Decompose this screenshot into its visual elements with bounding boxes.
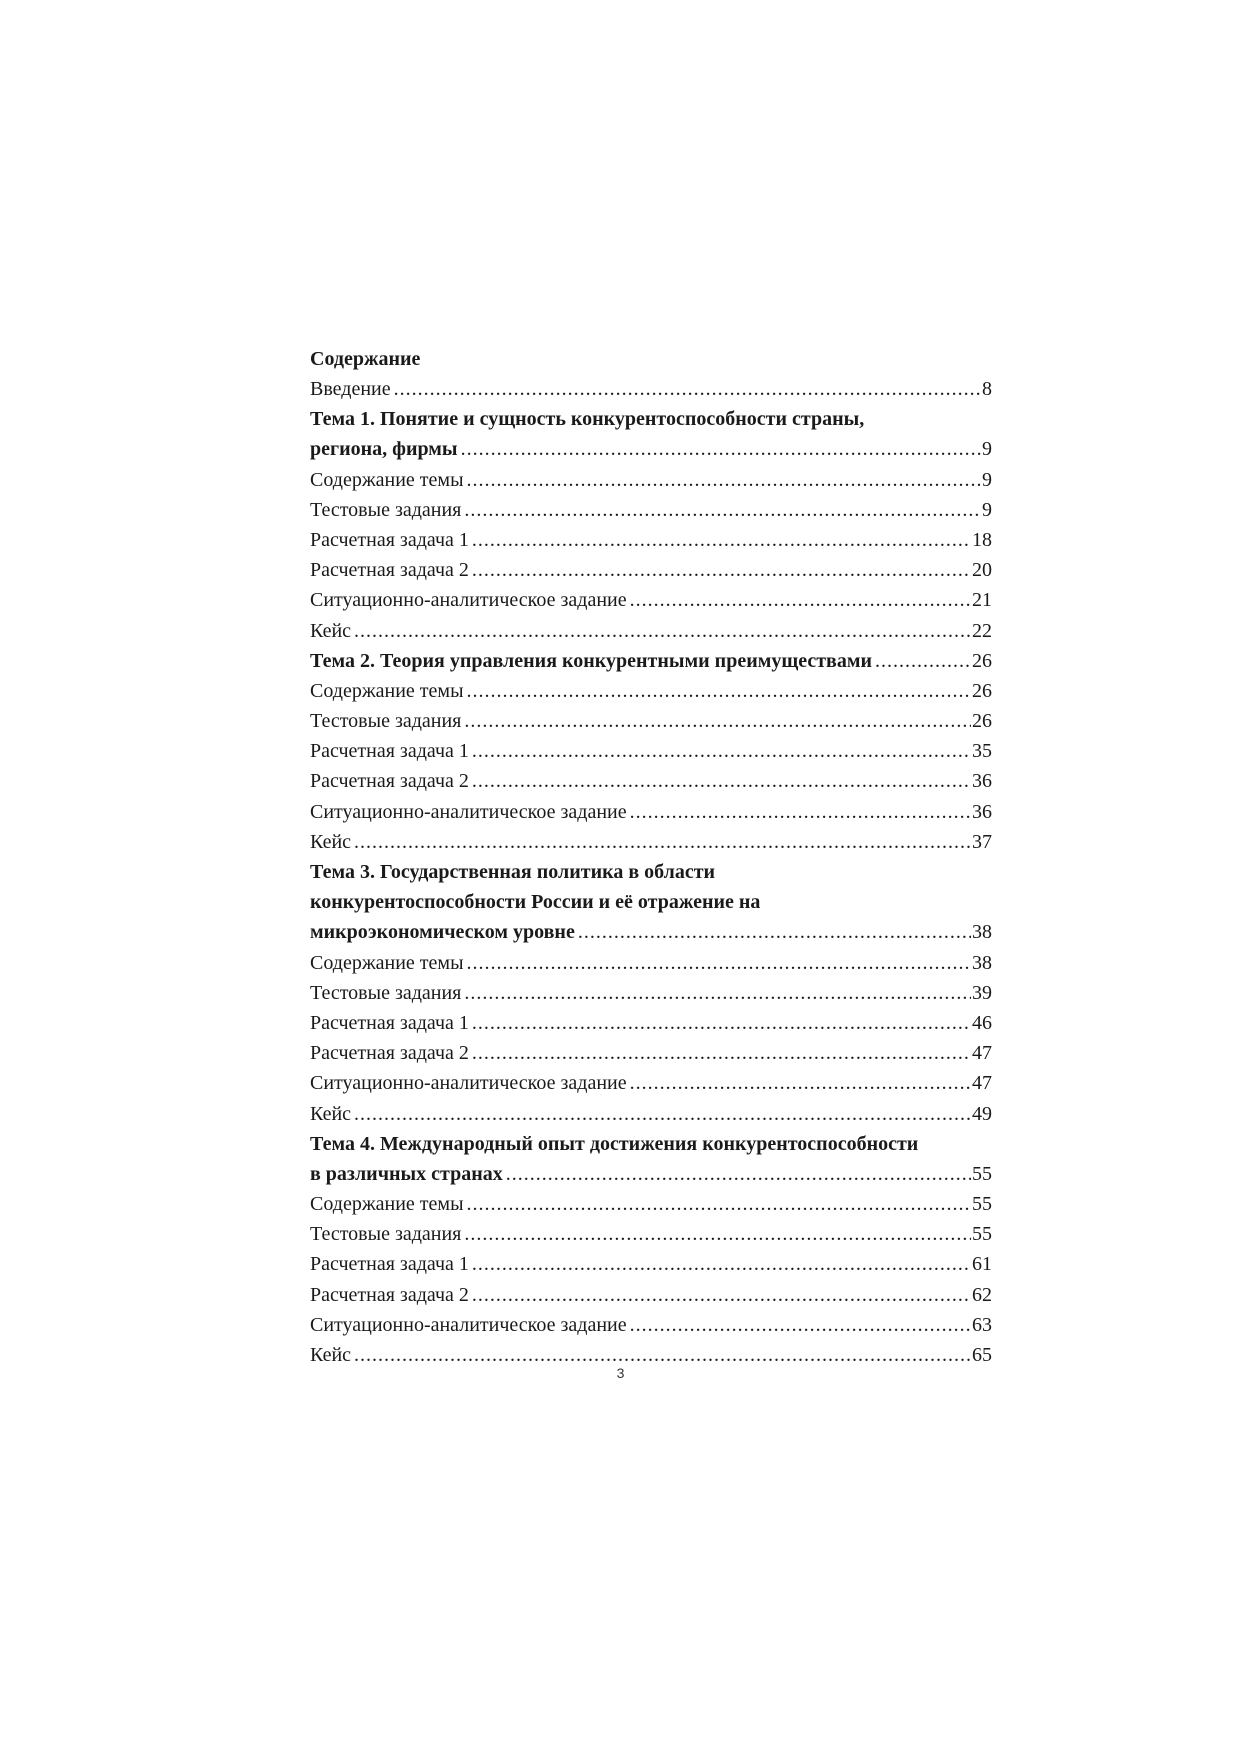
toc-entry-title: Кейс xyxy=(310,1344,352,1366)
toc-entry xyxy=(310,585,992,615)
toc-entry-line xyxy=(310,1280,992,1310)
toc-entry xyxy=(310,948,992,978)
toc-entry-page: 49 xyxy=(972,1102,992,1125)
toc-entry-title: Кейс xyxy=(310,619,352,642)
toc-entry-page: 26 xyxy=(972,679,992,702)
toc-entry-title: региона, фирмы xyxy=(310,438,458,461)
toc-entry xyxy=(310,404,992,464)
toc-dot-leader xyxy=(461,434,981,464)
toc-entry-page: 55 xyxy=(972,1162,992,1185)
toc-entry-title: Ситуационно-аналитическое задание xyxy=(310,589,627,612)
toc-entry-title: микроэкономическом уровне xyxy=(310,921,575,944)
toc-entry-line xyxy=(310,827,992,857)
toc-dot-leader xyxy=(472,525,971,555)
toc-dot-leader xyxy=(472,1280,971,1310)
toc-entry-page: 35 xyxy=(972,740,992,763)
toc-entry-line xyxy=(310,525,992,555)
toc-dot-leader xyxy=(630,585,971,615)
toc-dot-leader xyxy=(354,1099,971,1129)
toc-entry xyxy=(310,1008,992,1038)
toc-dot-leader xyxy=(472,766,971,796)
toc-entry-line xyxy=(310,495,992,525)
toc-entry-title: Расчетная задача 2 xyxy=(310,1042,469,1065)
toc-entry-page: 8 xyxy=(982,378,992,400)
toc-entry-title: Ситуационно-аналитическое задание xyxy=(310,1313,627,1336)
toc-entry-title: Расчетная задача 2 xyxy=(310,559,469,582)
toc-dot-leader xyxy=(472,1249,971,1279)
toc-entry-line xyxy=(310,978,992,1008)
toc-dot-leader xyxy=(394,374,981,404)
toc-entry-page: 22 xyxy=(972,619,992,642)
toc-entry-page: 63 xyxy=(972,1313,992,1336)
toc-entry xyxy=(310,1189,992,1219)
toc-entry xyxy=(310,1099,992,1129)
toc-entry-title: Содержание темы xyxy=(310,951,464,974)
toc-entry-title: Тестовые задания xyxy=(310,1223,462,1246)
toc-dot-leader xyxy=(472,1038,971,1068)
toc-entry xyxy=(310,555,992,585)
toc-dot-leader xyxy=(467,1189,971,1219)
toc-entry-line xyxy=(310,1038,992,1068)
toc-dot-leader xyxy=(506,1159,971,1189)
toc-entry-line xyxy=(310,766,992,796)
toc-dot-leader xyxy=(875,646,971,676)
toc-entries xyxy=(310,374,992,1370)
toc-entry-page: 55 xyxy=(972,1223,992,1246)
toc-entry xyxy=(310,374,992,404)
toc-entry-line xyxy=(310,676,992,706)
toc-entry-title-line: Тема 4. Международный опыт достижения конкурентоспособности xyxy=(310,1132,919,1155)
toc-entry-page: 38 xyxy=(972,921,992,944)
toc-entry xyxy=(310,495,992,525)
toc-entry-line xyxy=(310,374,992,404)
toc-heading: Содержание xyxy=(310,348,421,370)
toc-entry-title-line: Тема 3. Государственная политика в области xyxy=(310,861,716,883)
toc-entry-page: 46 xyxy=(972,1011,992,1034)
toc-entry-page: 61 xyxy=(972,1253,992,1276)
toc-entry-title: Ситуационно-аналитическое задание xyxy=(310,1072,627,1095)
toc-entry-title: в различных странах xyxy=(310,1162,503,1185)
toc-entry-title: Содержание темы xyxy=(310,468,464,491)
toc-entry-title: Расчетная задача 1 xyxy=(310,1253,469,1276)
toc-entry-page: 26 xyxy=(972,710,992,733)
toc-entry-page: 39 xyxy=(972,981,992,1004)
table-of-contents xyxy=(310,344,992,1370)
toc-entry-line xyxy=(310,1310,992,1340)
toc-entry-title: Расчетная задача 1 xyxy=(310,528,469,551)
toc-dot-leader xyxy=(354,827,971,857)
toc-dot-leader xyxy=(630,1310,971,1340)
toc-entry-line xyxy=(310,1189,992,1219)
toc-dot-leader xyxy=(467,676,971,706)
toc-entry-title: Ситуационно-аналитическое задание xyxy=(310,800,627,823)
toc-entry xyxy=(310,827,992,857)
toc-entry-line xyxy=(310,1068,992,1098)
toc-entry-line xyxy=(310,948,992,978)
toc-entry-line xyxy=(310,1249,992,1279)
toc-entry-title: Расчетная задача 1 xyxy=(310,740,469,763)
toc-dot-leader xyxy=(578,917,971,947)
toc-entry-page: 20 xyxy=(972,559,992,582)
toc-entry-page: 18 xyxy=(972,528,992,551)
toc-entry-title: Кейс xyxy=(310,830,352,853)
toc-entry-page: 9 xyxy=(982,468,992,491)
toc-entry-page: 37 xyxy=(972,830,992,853)
toc-entry-line xyxy=(310,736,992,766)
toc-entry-title-line: конкурентоспособности России и её отражение на xyxy=(310,891,761,914)
toc-entry-page: 55 xyxy=(972,1193,992,1216)
toc-entry-page: 62 xyxy=(972,1283,992,1306)
toc-entry xyxy=(310,978,992,1008)
toc-entry-title: Тестовые задания xyxy=(310,498,462,521)
toc-entry xyxy=(310,1249,992,1279)
toc-entry-title: Содержание темы xyxy=(310,679,464,702)
toc-entry-line xyxy=(310,1099,992,1129)
toc-entry-line xyxy=(310,646,992,676)
toc-dot-leader xyxy=(467,948,971,978)
toc-entry-title: Содержание темы xyxy=(310,1193,464,1216)
toc-dot-leader xyxy=(630,1068,971,1098)
toc-entry-page: 21 xyxy=(972,589,992,612)
toc-dot-leader xyxy=(464,1219,971,1249)
toc-entry-title: Расчетная задача 2 xyxy=(310,770,469,793)
toc-entry-title: Тестовые задания xyxy=(310,981,462,1004)
toc-entry xyxy=(310,465,992,495)
toc-entry-title: Кейс xyxy=(310,1102,352,1125)
toc-entry xyxy=(310,1219,992,1249)
toc-entry xyxy=(310,857,992,948)
toc-entry-page: 36 xyxy=(972,770,992,793)
toc-entry-line xyxy=(310,585,992,615)
toc-dot-leader xyxy=(467,465,981,495)
toc-entry-page: 9 xyxy=(982,498,992,521)
toc-entry-page: 9 xyxy=(982,438,992,461)
toc-entry xyxy=(310,1068,992,1098)
toc-dot-leader xyxy=(472,736,971,766)
toc-entry-line xyxy=(310,1219,992,1249)
toc-entry-line xyxy=(310,465,992,495)
toc-entry-title: Тестовые задания xyxy=(310,710,462,733)
toc-entry-title: Тема 2. Теория управления конкурентными преимуществами xyxy=(310,649,872,672)
toc-entry-line xyxy=(310,616,992,646)
toc-entry xyxy=(310,646,992,676)
toc-dot-leader xyxy=(464,978,971,1008)
toc-entry-line xyxy=(310,917,992,947)
toc-entry-line xyxy=(310,706,992,736)
toc-dot-leader xyxy=(464,706,971,736)
toc-dot-leader xyxy=(472,555,971,585)
toc-entry xyxy=(310,1129,992,1189)
toc-entry-title: Введение xyxy=(310,378,391,400)
toc-entry-page: 65 xyxy=(972,1344,992,1366)
toc-entry xyxy=(310,1038,992,1068)
toc-entry xyxy=(310,736,992,766)
toc-entry-page: 26 xyxy=(972,649,992,672)
toc-entry xyxy=(310,616,992,646)
toc-entry-title: Расчетная задача 1 xyxy=(310,1011,469,1034)
toc-entry-page: 47 xyxy=(972,1042,992,1065)
toc-entry-page: 47 xyxy=(972,1072,992,1095)
toc-entry xyxy=(310,797,992,827)
toc-entry xyxy=(310,1310,992,1340)
toc-dot-leader xyxy=(354,616,971,646)
toc-entry-line xyxy=(310,797,992,827)
toc-dot-leader xyxy=(472,1008,971,1038)
toc-entry xyxy=(310,1280,992,1310)
toc-entry-page: 38 xyxy=(972,951,992,974)
toc-entry-line xyxy=(310,1008,992,1038)
toc-entry-page: 36 xyxy=(972,800,992,823)
toc-entry-line xyxy=(310,1159,992,1189)
toc-dot-leader xyxy=(630,797,971,827)
toc-entry-title-line: Тема 1. Понятие и сущность конкурентоспособности страны, xyxy=(310,408,865,431)
toc-entry-title: Расчетная задача 2 xyxy=(310,1283,469,1306)
toc-entry xyxy=(310,676,992,706)
toc-entry xyxy=(310,766,992,796)
toc-entry-line xyxy=(310,434,992,464)
page-number: 3 xyxy=(616,1365,625,1381)
toc-entry xyxy=(310,706,992,736)
toc-dot-leader xyxy=(464,495,981,525)
toc-entry xyxy=(310,525,992,555)
toc-entry-line xyxy=(310,555,992,585)
